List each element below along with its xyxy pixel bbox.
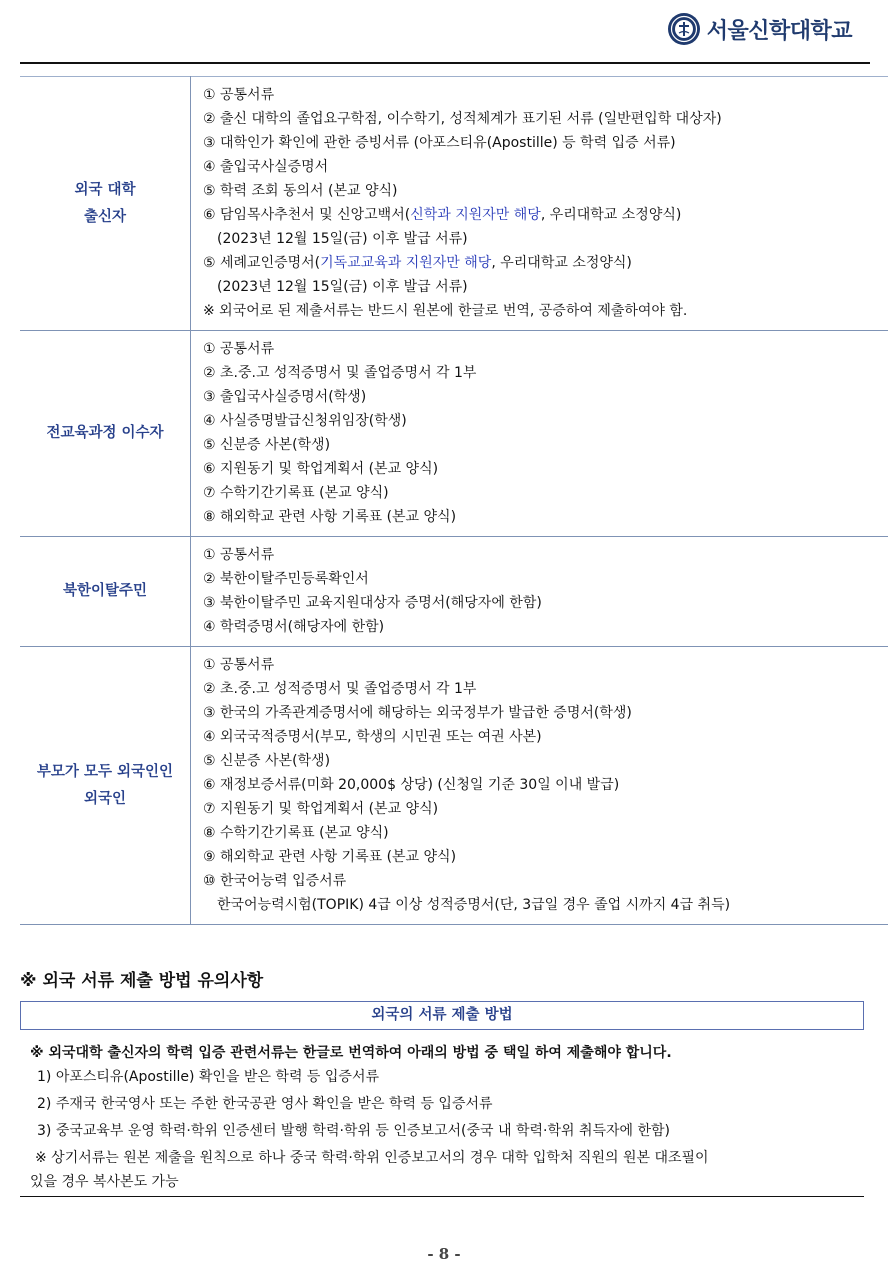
category-cell	[20, 537, 191, 647]
document-item-text: ⑥ 담임목사추천서 및 신앙고백서(	[203, 207, 411, 223]
document-item: ② 초.중.고 성적증명서 및 졸업증명서 각 1부	[203, 681, 477, 697]
highlight-text: 기독교교육과 지원자만 해당	[320, 255, 492, 271]
document-item: ⑩ 한국어능력 입증서류	[203, 873, 347, 889]
document-item: ① 공통서류	[203, 341, 275, 357]
document-item: ⑤ 학력 조회 동의서 (본교 양식)	[203, 183, 398, 199]
document-item: ③ 한국의 가족관계증명서에 해당하는 외국정부가 발급한 증명서(학생)	[203, 705, 632, 721]
document-item-text: ⑤ 세례교인증명서(	[203, 255, 321, 271]
document-item: ⑥ 재정보증서류(미화 20,000$ 상당) (신청일 기준 30일 이내 발급)	[203, 777, 620, 793]
document-item: ③ 대학인가 확인에 관한 증빙서류 (아포스티유(Apostille) 등 학력 입증 서류)	[203, 135, 676, 151]
method-body	[20, 1036, 864, 1197]
category-label: 부모가 모두 외국인인	[36, 764, 174, 781]
category-label: 전교육과정 이수자	[46, 425, 164, 442]
table-row	[20, 537, 888, 647]
document-list-cell	[191, 537, 888, 647]
document-list-cell	[191, 331, 888, 537]
table-row	[20, 77, 888, 331]
document-list-cell	[191, 647, 888, 925]
document-item: ① 공통서류	[203, 657, 275, 673]
document-item: ⑥ 지원동기 및 학업계획서 (본교 양식)	[203, 461, 439, 477]
document-item-text: , 우리대학교 소정양식)	[540, 207, 682, 223]
document-item: ③ 북한이탈주민 교육지원대상자 증명서(해당자에 한함)	[203, 595, 542, 611]
category-label: 외국 대학	[74, 182, 136, 199]
highlight-text: 신학과 지원자만 해당	[410, 207, 541, 223]
document-item: ② 초.중.고 성적증명서 및 졸업증명서 각 1부	[203, 365, 477, 381]
university-emblem-icon	[667, 12, 701, 46]
method-item: 2) 주재국 한국영사 또는 주한 한국공관 영사 확인을 받은 학력 등 입증서류	[37, 1096, 493, 1112]
category-label: 출신자	[83, 208, 127, 225]
document-item: ⑧ 수학기간기록표 (본교 양식)	[203, 825, 389, 841]
document-item: ② 출신 대학의 졸업요구학점, 이수학기, 성적체계가 표기된 서류 (일반편입학 대상자)	[203, 111, 722, 127]
document-item	[203, 203, 888, 227]
document-item: ④ 출입국사실증명서	[203, 159, 329, 175]
document-item: (2023년 12월 15일(금) 이후 발급 서류)	[217, 279, 468, 295]
document-item: ※ 외국어로 된 제출서류는 반드시 원본에 한글로 번역, 공증하여 제출하여야 함.	[203, 303, 688, 319]
document-list-cell	[191, 77, 888, 331]
category-cell	[20, 647, 191, 925]
method-item: 3) 중국교육부 운영 학력·학위 인증센터 발행 학력·학위 등 인증보고서(중국 내 학력·학위 취득자에 한함)	[37, 1123, 671, 1139]
document-item: ④ 학력증명서(해당자에 한함)	[203, 619, 385, 635]
document-item-text: , 우리대학교 소정양식)	[491, 255, 632, 271]
method-box-title: 외국의 서류 제출 방법	[20, 1001, 864, 1030]
page-number: - 8 -	[427, 1245, 461, 1263]
document-item: ② 북한이탈주민등록확인서	[203, 571, 369, 587]
method-intro: ※ 외국대학 출신자의 학력 입증 관련서류는 한글로 번역하여 아래의 방법 중 택일 하여 제출해야 합니다.	[30, 1045, 672, 1061]
document-item: ⑤ 신분증 사본(학생)	[203, 753, 331, 769]
method-item: 1) 아포스티유(Apostille) 확인을 받은 학력 등 입증서류	[37, 1069, 379, 1085]
page-header	[20, 0, 870, 64]
document-item: ① 공통서류	[203, 547, 275, 563]
document-item: ① 공통서류	[203, 87, 275, 103]
method-note-continued: 있을 경우 복사본도 가능	[30, 1174, 179, 1190]
document-item	[203, 251, 888, 275]
document-item: ⑨ 해외학교 관련 사항 기록표 (본교 양식)	[203, 849, 457, 865]
document-item: 한국어능력시험(TOPIK) 4급 이상 성적증명서(단, 3급일 경우 졸업 시까지 4급 취득)	[217, 897, 731, 913]
table-row	[20, 331, 888, 537]
logo-text: 서울신학대학교	[706, 18, 852, 44]
document-item: (2023년 12월 15일(금) 이후 발급 서류)	[217, 231, 468, 247]
category-label: 외국인	[83, 790, 127, 807]
document-item: ⑧ 해외학교 관련 사항 기록표 (본교 양식)	[203, 509, 457, 525]
category-cell	[20, 331, 191, 537]
required-documents-table	[20, 76, 888, 925]
method-note: ※ 상기서류는 원본 제출을 원칙으로 하나 중국 학력·학위 인증보고서의 경우 대학 입학처 직원의 원본 대조필이	[35, 1150, 709, 1166]
document-item: ⑦ 지원동기 및 학업계획서 (본교 양식)	[203, 801, 439, 817]
document-item: ⑦ 수학기간기록표 (본교 양식)	[203, 485, 389, 501]
document-item: ④ 외국국적증명서(부모, 학생의 시민권 또는 여권 사본)	[203, 729, 542, 745]
category-cell	[20, 77, 191, 331]
university-logo	[667, 12, 852, 46]
document-item: ⑤ 신분증 사본(학생)	[203, 437, 331, 453]
table-row	[20, 647, 888, 925]
document-item: ④ 사실증명발급신청위임장(학생)	[203, 413, 407, 429]
category-label: 북한이탈주민	[62, 583, 148, 600]
section-title: ※ 외국 서류 제출 방법 유의사항	[20, 971, 264, 991]
document-item: ③ 출입국사실증명서(학생)	[203, 389, 367, 405]
